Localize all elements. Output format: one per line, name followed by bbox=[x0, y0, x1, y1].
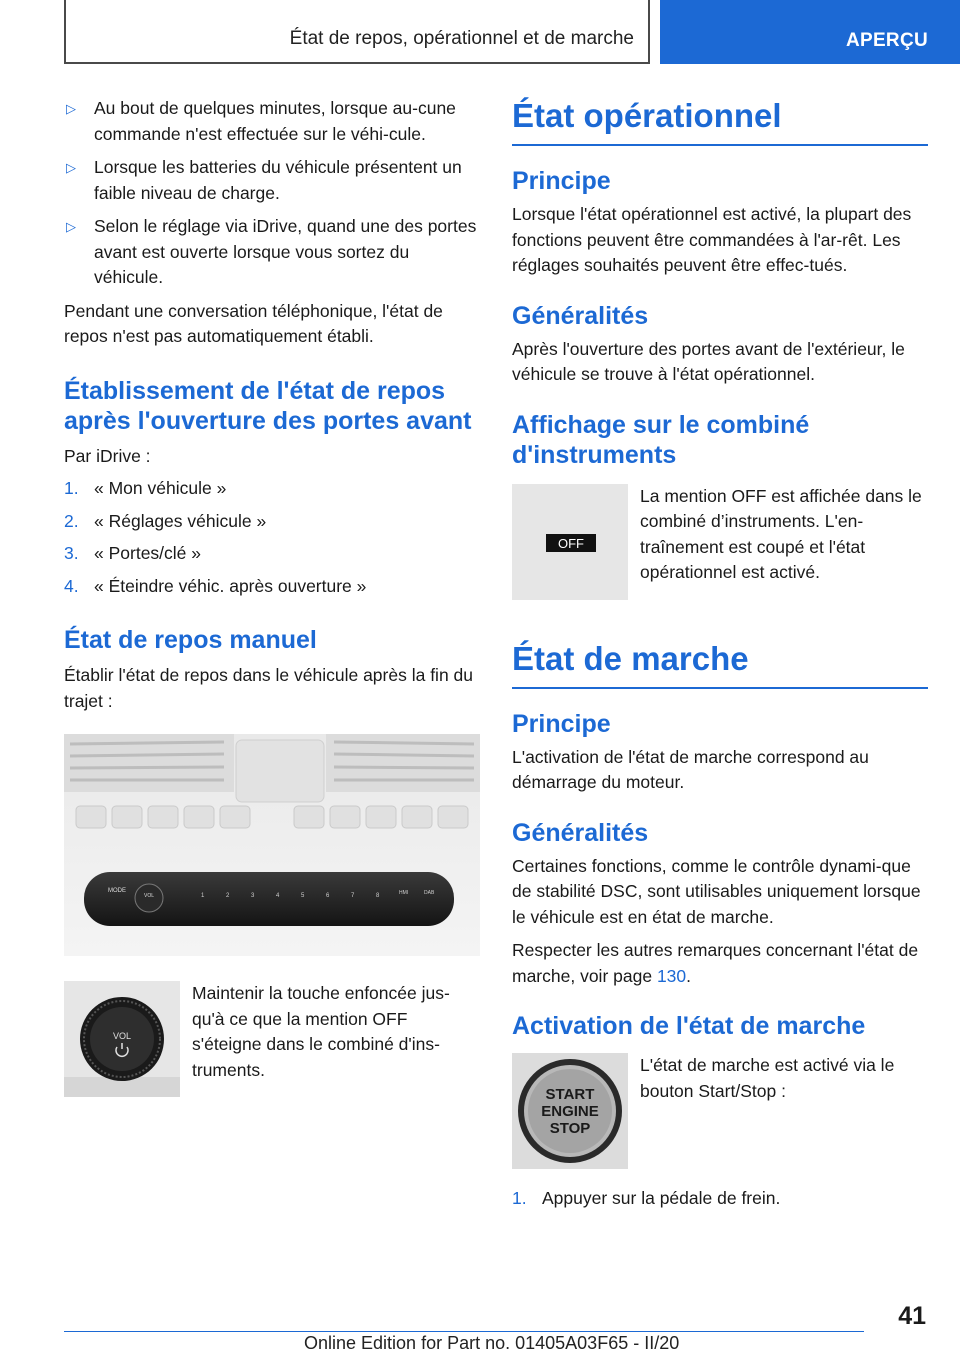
radio-preset-7: 7 bbox=[351, 893, 355, 899]
knob-vol-label: VOL bbox=[113, 1031, 132, 1041]
heading-principe-marche: Principe bbox=[512, 709, 611, 738]
step-number: 1. bbox=[512, 1188, 527, 1208]
heading-affichage-combine: Affichage sur le combiné d'instruments bbox=[512, 410, 810, 469]
header-tab[interactable] bbox=[660, 0, 960, 64]
header-section-title: État de repos, opérationnel et de marche bbox=[289, 28, 634, 49]
radio-preset-3: 3 bbox=[251, 893, 255, 899]
radio-preset-5: 5 bbox=[301, 893, 305, 899]
bullet-item bbox=[64, 214, 480, 291]
paragraph-respecter bbox=[512, 938, 928, 989]
paragraph-generalites-operationnel: Après l'ouverture des portes avant de l'extérieur, le véhicule se trouve à l'état opérationnel. bbox=[512, 338, 905, 384]
dashboard-radio-image bbox=[64, 734, 480, 956]
header-tab-label: APERÇU bbox=[845, 30, 928, 51]
bullet-text: Lorsque les batteries du véhicule présentent un faible niveau de charge. bbox=[94, 157, 462, 203]
page-number: 41 bbox=[898, 1302, 926, 1330]
paragraph-principe-operationnel: Lorsque l'état opérationnel est activé, la plupart des fonctions peuvent être commandées à l'ar-rêt. Les réglages souhaités peuvent être effec-tués. bbox=[512, 204, 912, 275]
heading-etablissement: Établissement de l'état de repos après l'ouverture des portes avant bbox=[64, 376, 472, 435]
step-text: « Réglages véhicule » bbox=[94, 510, 267, 531]
heading-etat-marche: État de marche bbox=[512, 639, 928, 689]
bullet-item bbox=[64, 155, 480, 206]
radio-dab-label: DAB bbox=[424, 890, 435, 896]
triangle-bullet-icon: ▷ bbox=[66, 219, 76, 234]
right-column bbox=[512, 96, 928, 1212]
off-figure-row bbox=[512, 484, 928, 605]
paragraph-principe-marche: L'activation de l'état de marche correspond au démarrage du moteur. bbox=[512, 746, 869, 792]
step-text: « Éteindre véhic. après ouverture » bbox=[94, 575, 367, 596]
triangle-bullet-icon: ▷ bbox=[66, 160, 76, 175]
heading-activation-marche: Activation de l'état de marche bbox=[512, 1012, 866, 1040]
footer-edition: Online Edition for Part no. 01405A03F65 - II/20 bbox=[304, 1333, 680, 1353]
radio-preset-2: 2 bbox=[226, 893, 230, 899]
paragraph-affichage: La mention OFF est affichée dans le combiné d’instruments. L'en-traînement est coupé et l'état opérationnel est activé. bbox=[640, 485, 922, 582]
paragraph-maintenir: Maintenir la touche enfoncée jus-qu'à ce que la mention OFF s'éteigne dans le combiné d'ins-truments. bbox=[192, 983, 450, 1080]
paragraph-telephone: Pendant une conversation téléphonique, l'état de repos n'est pas automatiquement établi. bbox=[64, 300, 443, 346]
vol-knob-photo bbox=[64, 981, 180, 1102]
paragraph-par-idrive: Par iDrive : bbox=[64, 445, 151, 466]
left-column bbox=[64, 96, 480, 1102]
respecter-period: . bbox=[686, 965, 692, 986]
radio-preset-1: 1 bbox=[201, 893, 205, 899]
radio-mode-label: MODE bbox=[108, 888, 126, 894]
heading-etat-repos-manuel: État de repos manuel bbox=[64, 626, 317, 654]
bullet-text: Selon le réglage via iDrive, quand une des portes avant est ouverte lorsque vous sortez du véhicule. bbox=[94, 216, 477, 287]
radio-hmi-label: HMI bbox=[399, 890, 409, 896]
triangle-bullet-icon: ▷ bbox=[66, 101, 76, 116]
header-section-box bbox=[64, 0, 650, 64]
off-display-photo bbox=[512, 484, 628, 605]
heading-etat-operationnel: État opérationnel bbox=[512, 96, 928, 146]
step-number: 2. bbox=[64, 510, 79, 531]
start-figure-row bbox=[512, 1053, 928, 1174]
dashboard-radio-photo bbox=[64, 734, 480, 961]
radio-preset-8: 8 bbox=[376, 893, 380, 899]
step-number: 4. bbox=[64, 575, 79, 596]
step-item bbox=[512, 1186, 928, 1212]
step-number: 1. bbox=[64, 478, 79, 498]
step-text: « Portes/clé » bbox=[94, 543, 201, 563]
heading-generalites-operationnel: Généralités bbox=[512, 301, 649, 330]
paragraph-activation: L'état de marche est activé via le bouton Start/Stop : bbox=[640, 1055, 895, 1101]
radio-preset-4: 4 bbox=[276, 893, 280, 899]
respecter-text: Respecter les autres remarques concernant l'état de marche, voir page bbox=[512, 940, 919, 986]
page-link[interactable]: 130 bbox=[656, 965, 687, 986]
footer-divider bbox=[64, 1331, 864, 1332]
step-text: Appuyer sur la pédale de frein. bbox=[542, 1188, 781, 1208]
step-item bbox=[64, 476, 480, 502]
start-stop-button-photo bbox=[512, 1053, 628, 1174]
step-item bbox=[64, 509, 480, 535]
bullet-text: Au bout de quelques minutes, lorsque au-cune commande n'est effectuée sur le véhi-cule. bbox=[94, 98, 456, 144]
bullet-item bbox=[64, 96, 480, 147]
step-text: « Mon véhicule » bbox=[94, 478, 227, 498]
engine-label: ENGINE bbox=[541, 1103, 599, 1120]
step-number: 3. bbox=[64, 543, 79, 563]
radio-preset-6: 6 bbox=[326, 893, 330, 899]
step-item bbox=[64, 574, 480, 600]
off-label: OFF bbox=[558, 535, 584, 551]
step-item bbox=[64, 541, 480, 567]
knob-figure-row bbox=[64, 981, 480, 1102]
radio-vol-label: VOL bbox=[144, 893, 155, 899]
paragraph-etablir: Établir l'état de repos dans le véhicule après la fin du trajet : bbox=[64, 665, 474, 711]
start-label: START bbox=[545, 1086, 595, 1103]
paragraph-generalites-marche: Certaines fonctions, comme le contrôle dynami-que de stabilité DSC, sont utilisables uniquement lorsque le véhicule est en état de marche. bbox=[512, 855, 921, 927]
heading-generalites-marche: Généralités bbox=[512, 818, 649, 847]
stop-label: STOP bbox=[549, 1120, 591, 1137]
heading-principe-operationnel: Principe bbox=[512, 167, 611, 195]
